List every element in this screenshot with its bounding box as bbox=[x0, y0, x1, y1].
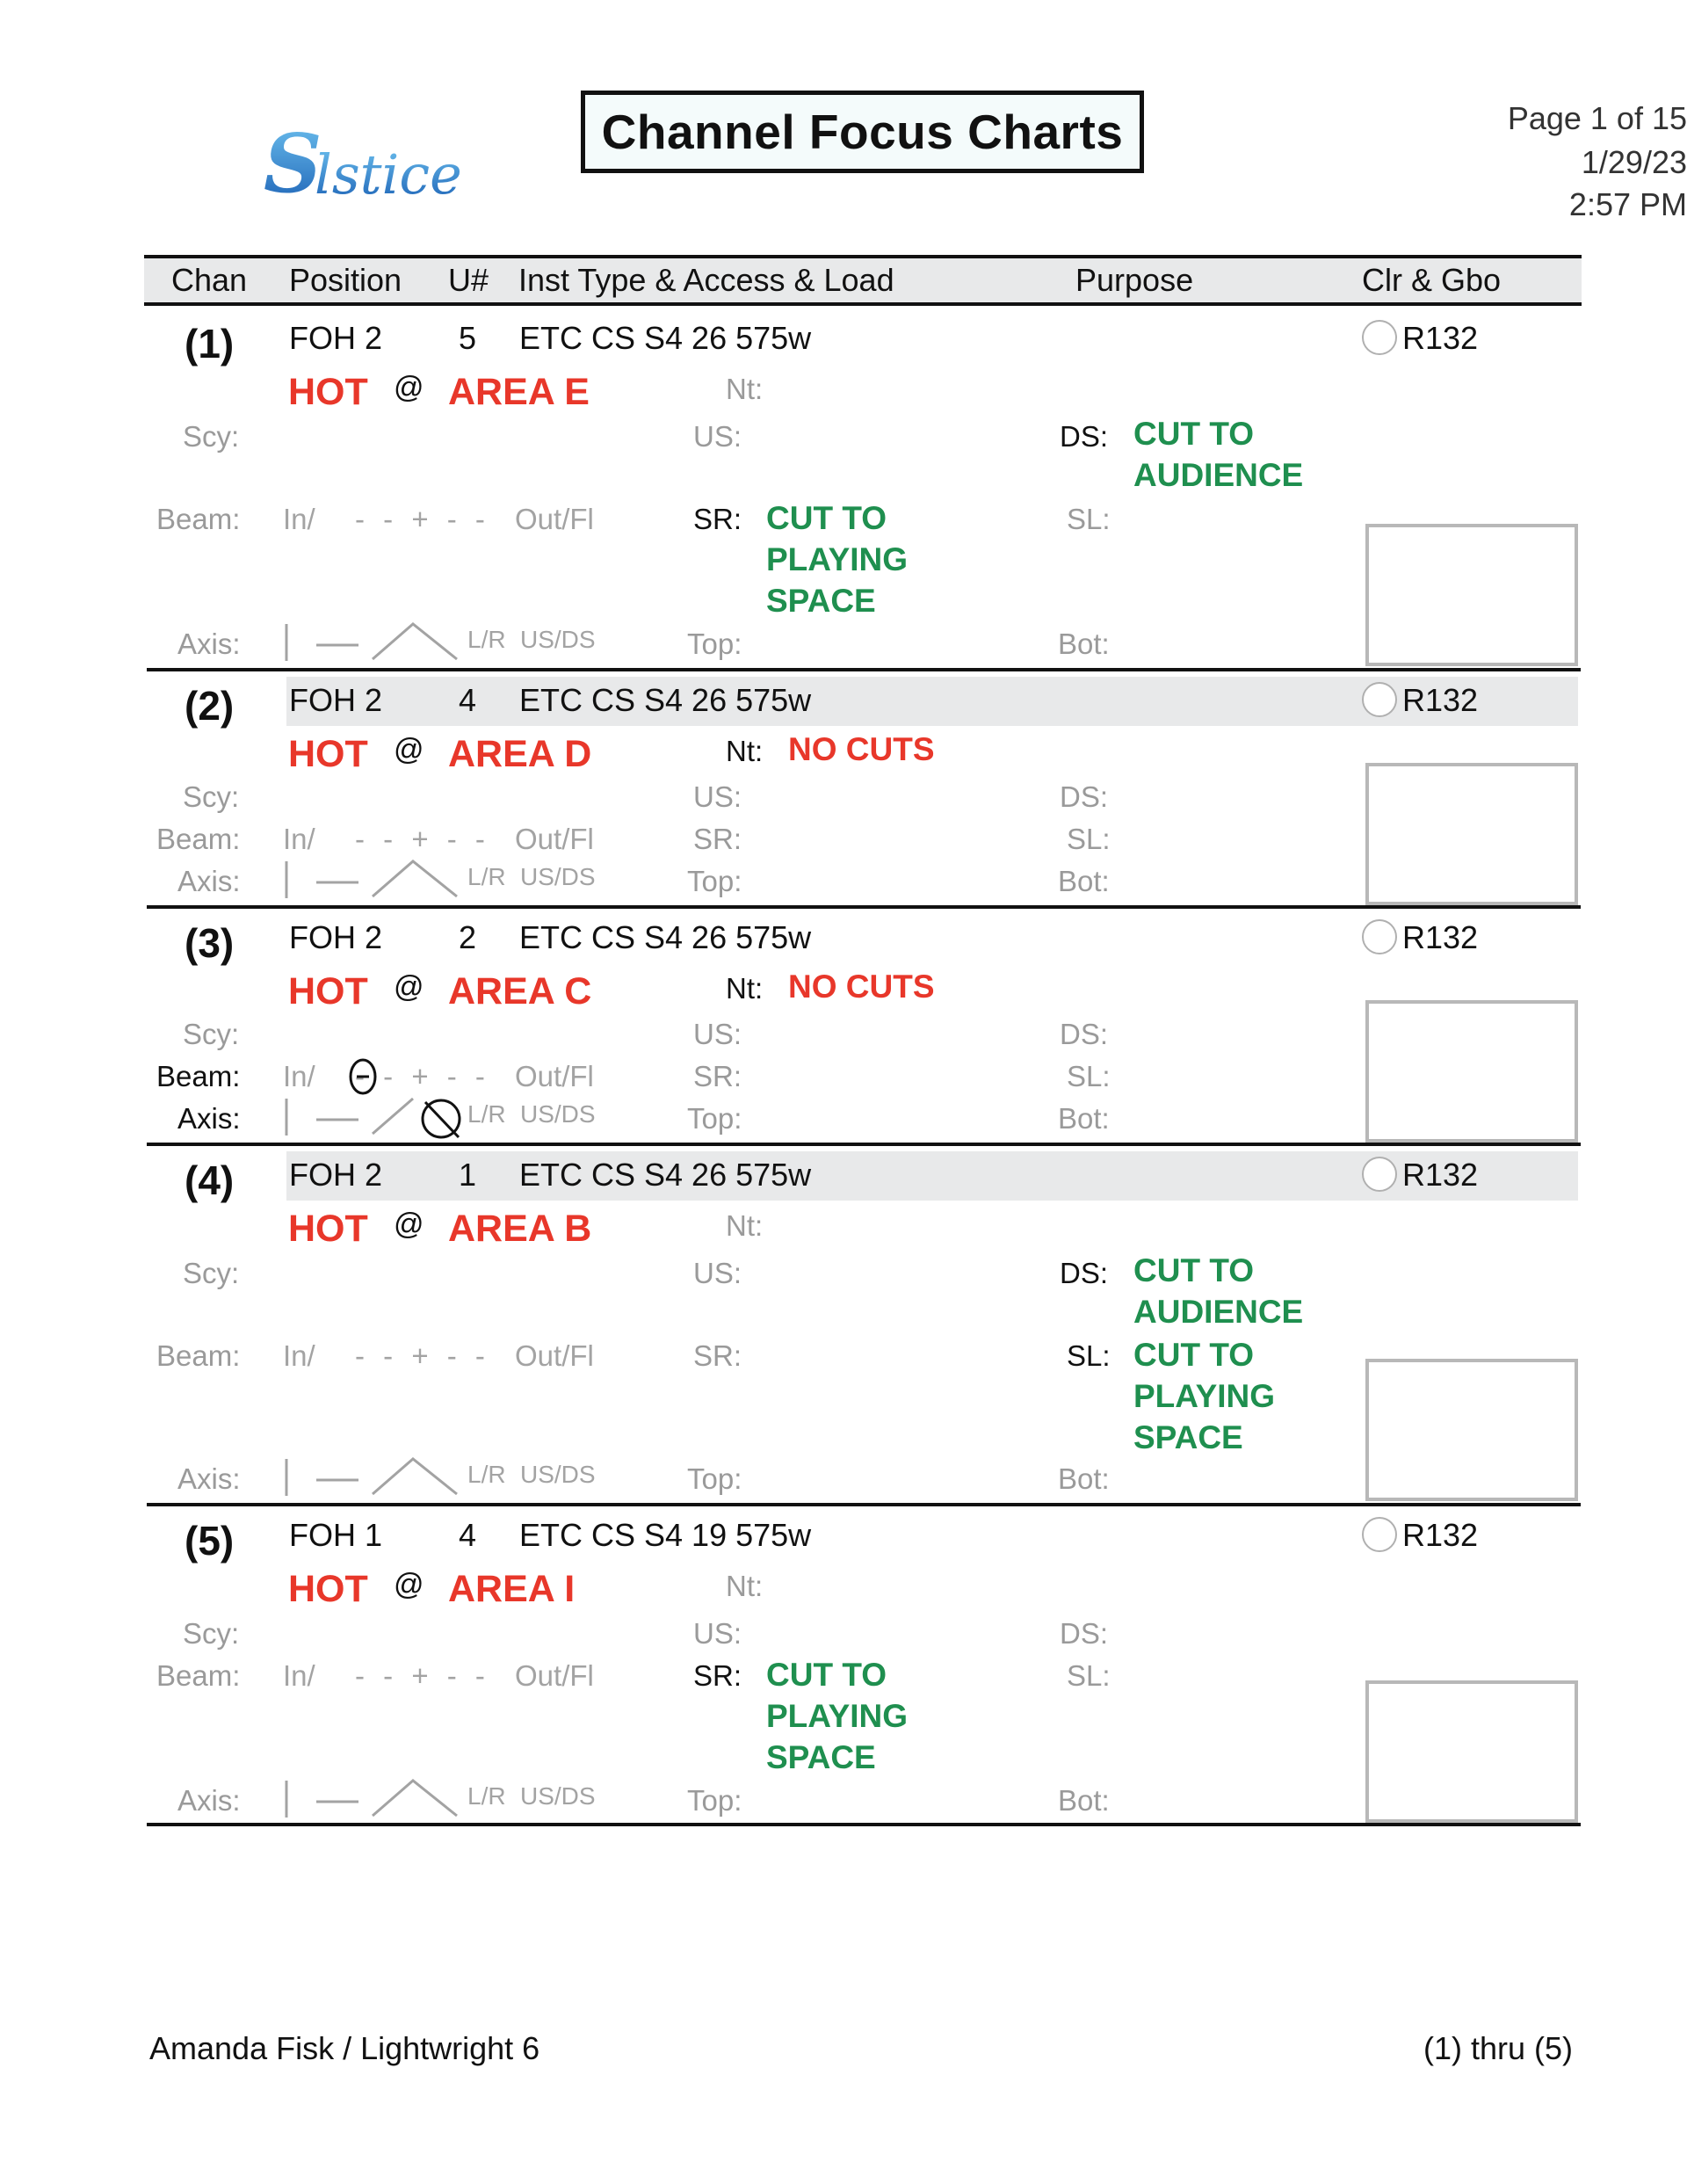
instrument-type: ETC CS S4 19 575w bbox=[519, 1517, 812, 1553]
sr-label: SR: bbox=[693, 823, 742, 855]
ds-note-line: AUDIENCE bbox=[1133, 457, 1304, 493]
usds-label: US/DS bbox=[520, 626, 596, 653]
beam-scale: - - + - - bbox=[355, 1659, 490, 1692]
gobo-box bbox=[1365, 1680, 1578, 1823]
beam-label: Beam: bbox=[156, 823, 241, 855]
checkbox-circle-icon[interactable] bbox=[1362, 1157, 1397, 1192]
beam-label: Beam: bbox=[156, 1060, 241, 1092]
print-time: 2:57 PM bbox=[1568, 186, 1687, 222]
col-position: Position bbox=[289, 262, 402, 298]
ds-note-line: CUT TO bbox=[1133, 416, 1255, 452]
axis-label: Axis: bbox=[177, 1784, 241, 1817]
axis-label: Axis: bbox=[177, 628, 241, 660]
bot-label: Bot: bbox=[1058, 1462, 1110, 1495]
page-title: Channel Focus Charts bbox=[601, 105, 1124, 159]
nt-note: NO CUTS bbox=[788, 969, 935, 1005]
axis-label: Axis: bbox=[177, 1462, 241, 1495]
sr-note-line: PLAYING bbox=[766, 541, 909, 577]
sl-note bbox=[1133, 1334, 1275, 1458]
beam-in: In/ bbox=[283, 503, 315, 535]
ds-label: DS: bbox=[1060, 1617, 1109, 1650]
nt-note: NO CUTS bbox=[788, 731, 935, 767]
hot-label: HOT bbox=[288, 1208, 368, 1250]
checkbox-circle-icon[interactable] bbox=[1362, 919, 1397, 954]
instrument-type: ETC CS S4 26 575w bbox=[519, 1157, 812, 1193]
sr-note-line: CUT TO bbox=[766, 1657, 887, 1693]
top-label: Top: bbox=[687, 628, 742, 660]
beam-label: Beam: bbox=[156, 1339, 241, 1372]
row-divider bbox=[147, 905, 1581, 909]
hot-label: HOT bbox=[288, 733, 368, 775]
footer-range: (1) thru (5) bbox=[1423, 2030, 1573, 2066]
ds-label: DS: bbox=[1060, 1257, 1109, 1289]
sl-note-line: CUT TO bbox=[1133, 1337, 1255, 1373]
lr-label: L/R bbox=[467, 626, 506, 653]
bot-label: Bot: bbox=[1058, 1784, 1110, 1817]
logo-initial: S bbox=[264, 116, 322, 211]
usds-label: US/DS bbox=[520, 863, 596, 890]
sr-note-line: SPACE bbox=[766, 1739, 876, 1775]
position: FOH 1 bbox=[289, 1517, 383, 1553]
lr-label: L/R bbox=[467, 1782, 506, 1810]
sl-label: SL: bbox=[1067, 1659, 1111, 1692]
position: FOH 2 bbox=[289, 320, 383, 356]
lr-label: L/R bbox=[467, 1461, 506, 1488]
ds-label: DS: bbox=[1060, 1018, 1109, 1050]
gobo-box bbox=[1365, 524, 1578, 666]
axis-glyph-icon bbox=[281, 1455, 466, 1499]
beam-out: Out/Fl bbox=[515, 1060, 594, 1092]
col-inst-type: Inst Type & Access & Load bbox=[518, 262, 894, 298]
top-label: Top: bbox=[687, 865, 742, 897]
ds-note bbox=[1133, 1250, 1303, 1332]
us-label: US: bbox=[693, 1617, 742, 1650]
nt-label: Nt: bbox=[726, 1209, 764, 1242]
beam-scale: - - + - - bbox=[355, 1339, 490, 1372]
row-divider bbox=[147, 668, 1581, 671]
nt-label: Nt: bbox=[726, 972, 764, 1005]
hot-label: HOT bbox=[288, 970, 368, 1012]
ds-label: DS: bbox=[1060, 780, 1109, 813]
at-sign: @ bbox=[394, 733, 424, 766]
sr-note bbox=[766, 497, 908, 621]
row-divider bbox=[147, 1143, 1581, 1146]
color-gel: R132 bbox=[1402, 682, 1479, 718]
unit-number: 1 bbox=[459, 1157, 477, 1193]
sl-label: SL: bbox=[1067, 1060, 1111, 1092]
at-sign: @ bbox=[394, 1208, 424, 1241]
top-label: Top: bbox=[687, 1784, 742, 1817]
unit-number: 4 bbox=[459, 682, 477, 718]
top-label: Top: bbox=[687, 1462, 742, 1495]
page-number: Page 1 of 15 bbox=[1507, 100, 1687, 136]
us-label: US: bbox=[693, 1257, 742, 1289]
channel-number: (1) bbox=[185, 321, 235, 366]
channel-number: (5) bbox=[185, 1518, 235, 1564]
axis-label: Axis: bbox=[177, 1102, 241, 1135]
beam-scale: - - + - - bbox=[355, 503, 490, 535]
ds-note-line: CUT TO bbox=[1133, 1252, 1255, 1288]
beam-label: Beam: bbox=[156, 503, 241, 535]
beam-mark-icon bbox=[348, 1057, 378, 1096]
color-gel: R132 bbox=[1402, 1517, 1479, 1553]
lr-label: L/R bbox=[467, 1100, 506, 1128]
sr-note bbox=[766, 1654, 908, 1778]
ds-note-line: AUDIENCE bbox=[1133, 1294, 1304, 1330]
axis-label: Axis: bbox=[177, 865, 241, 897]
usds-label: US/DS bbox=[520, 1782, 596, 1810]
at-sign: @ bbox=[394, 970, 424, 1004]
sr-note-line: SPACE bbox=[766, 583, 876, 619]
scy-label: Scy: bbox=[183, 780, 240, 813]
axis-glyph-icon bbox=[281, 1777, 466, 1821]
instrument-type: ETC CS S4 26 575w bbox=[519, 320, 812, 356]
col-purpose: Purpose bbox=[1075, 262, 1194, 298]
col-color-gobo: Clr & Gbo bbox=[1362, 262, 1502, 298]
area-label: AREA B bbox=[448, 1208, 592, 1250]
hot-label: HOT bbox=[288, 371, 368, 413]
ds-note bbox=[1133, 413, 1303, 496]
us-label: US: bbox=[693, 420, 742, 453]
row-divider bbox=[147, 1823, 1581, 1826]
hot-label: HOT bbox=[288, 1568, 368, 1610]
axis-glyph-icon bbox=[281, 619, 466, 663]
sl-label: SL: bbox=[1067, 503, 1111, 535]
top-label: Top: bbox=[687, 1102, 742, 1135]
at-sign: @ bbox=[394, 1568, 424, 1601]
beam-out: Out/Fl bbox=[515, 503, 594, 535]
checkbox-circle-icon[interactable] bbox=[1362, 682, 1397, 717]
gobo-box bbox=[1365, 763, 1578, 905]
gobo-box bbox=[1365, 1000, 1578, 1143]
sr-label: SR: bbox=[693, 1339, 742, 1372]
us-label: US: bbox=[693, 1018, 742, 1050]
color-gel: R132 bbox=[1402, 919, 1479, 955]
usds-label: US/DS bbox=[520, 1461, 596, 1488]
nt-label: Nt: bbox=[726, 735, 764, 767]
unit-number: 5 bbox=[459, 320, 477, 356]
lr-label: L/R bbox=[467, 863, 506, 890]
beam-in: In/ bbox=[283, 1339, 315, 1372]
position: FOH 2 bbox=[289, 682, 383, 718]
footer-author: Amanda Fisk / Lightwright 6 bbox=[149, 2030, 540, 2066]
sl-note-line: PLAYING bbox=[1133, 1378, 1276, 1414]
sl-label: SL: bbox=[1067, 823, 1111, 855]
sr-note-line: CUT TO bbox=[766, 500, 887, 536]
bot-label: Bot: bbox=[1058, 865, 1110, 897]
beam-scale: - - + - - bbox=[355, 823, 490, 855]
channel-number: (2) bbox=[185, 683, 235, 729]
nt-label: Nt: bbox=[726, 373, 764, 405]
scy-label: Scy: bbox=[183, 1617, 240, 1650]
area-label: AREA C bbox=[448, 970, 592, 1012]
print-date: 1/29/23 bbox=[1581, 144, 1687, 180]
usds-label: US/DS bbox=[520, 1100, 596, 1128]
beam-scale: - - + - - bbox=[355, 1060, 490, 1092]
axis-mark-icon bbox=[418, 1097, 466, 1141]
beam-in: In/ bbox=[283, 823, 315, 855]
unit-number: 4 bbox=[459, 1517, 477, 1553]
instrument-type: ETC CS S4 26 575w bbox=[519, 919, 812, 955]
nt-label: Nt: bbox=[726, 1570, 764, 1602]
col-unit: U# bbox=[448, 262, 489, 298]
channel-number: (4) bbox=[185, 1157, 235, 1203]
at-sign: @ bbox=[394, 371, 424, 404]
sr-label: SR: bbox=[693, 503, 742, 535]
ds-label: DS: bbox=[1060, 420, 1109, 453]
beam-out: Out/Fl bbox=[515, 1339, 594, 1372]
area-label: AREA E bbox=[448, 371, 590, 413]
scy-label: Scy: bbox=[183, 420, 240, 453]
sl-note-line: SPACE bbox=[1133, 1419, 1243, 1455]
us-label: US: bbox=[693, 780, 742, 813]
checkbox-circle-icon[interactable] bbox=[1362, 320, 1397, 355]
instrument-type: ETC CS S4 26 575w bbox=[519, 682, 812, 718]
sr-note-line: PLAYING bbox=[766, 1698, 909, 1734]
channel-number: (3) bbox=[185, 920, 235, 966]
position: FOH 2 bbox=[289, 919, 383, 955]
logo-rest: lstice bbox=[315, 142, 462, 207]
sr-label: SR: bbox=[693, 1659, 742, 1692]
sr-label: SR: bbox=[693, 1060, 742, 1092]
row-divider bbox=[147, 1503, 1581, 1506]
axis-glyph-icon bbox=[281, 858, 466, 902]
bot-label: Bot: bbox=[1058, 628, 1110, 660]
color-gel: R132 bbox=[1402, 320, 1479, 356]
unit-number: 2 bbox=[459, 919, 477, 955]
scy-label: Scy: bbox=[183, 1257, 240, 1289]
checkbox-circle-icon[interactable] bbox=[1362, 1517, 1397, 1552]
beam-out: Out/Fl bbox=[515, 823, 594, 855]
gobo-box bbox=[1365, 1359, 1578, 1501]
area-label: AREA I bbox=[448, 1568, 576, 1610]
scy-label: Scy: bbox=[183, 1018, 240, 1050]
beam-in: In/ bbox=[283, 1659, 315, 1692]
bot-label: Bot: bbox=[1058, 1102, 1110, 1135]
color-gel: R132 bbox=[1402, 1157, 1479, 1193]
col-chan: Chan bbox=[171, 262, 248, 298]
position: FOH 2 bbox=[289, 1157, 383, 1193]
beam-in: In/ bbox=[283, 1060, 315, 1092]
area-label: AREA D bbox=[448, 733, 592, 775]
beam-out: Out/Fl bbox=[515, 1659, 594, 1692]
sl-label: SL: bbox=[1067, 1339, 1111, 1372]
beam-label: Beam: bbox=[156, 1659, 241, 1692]
